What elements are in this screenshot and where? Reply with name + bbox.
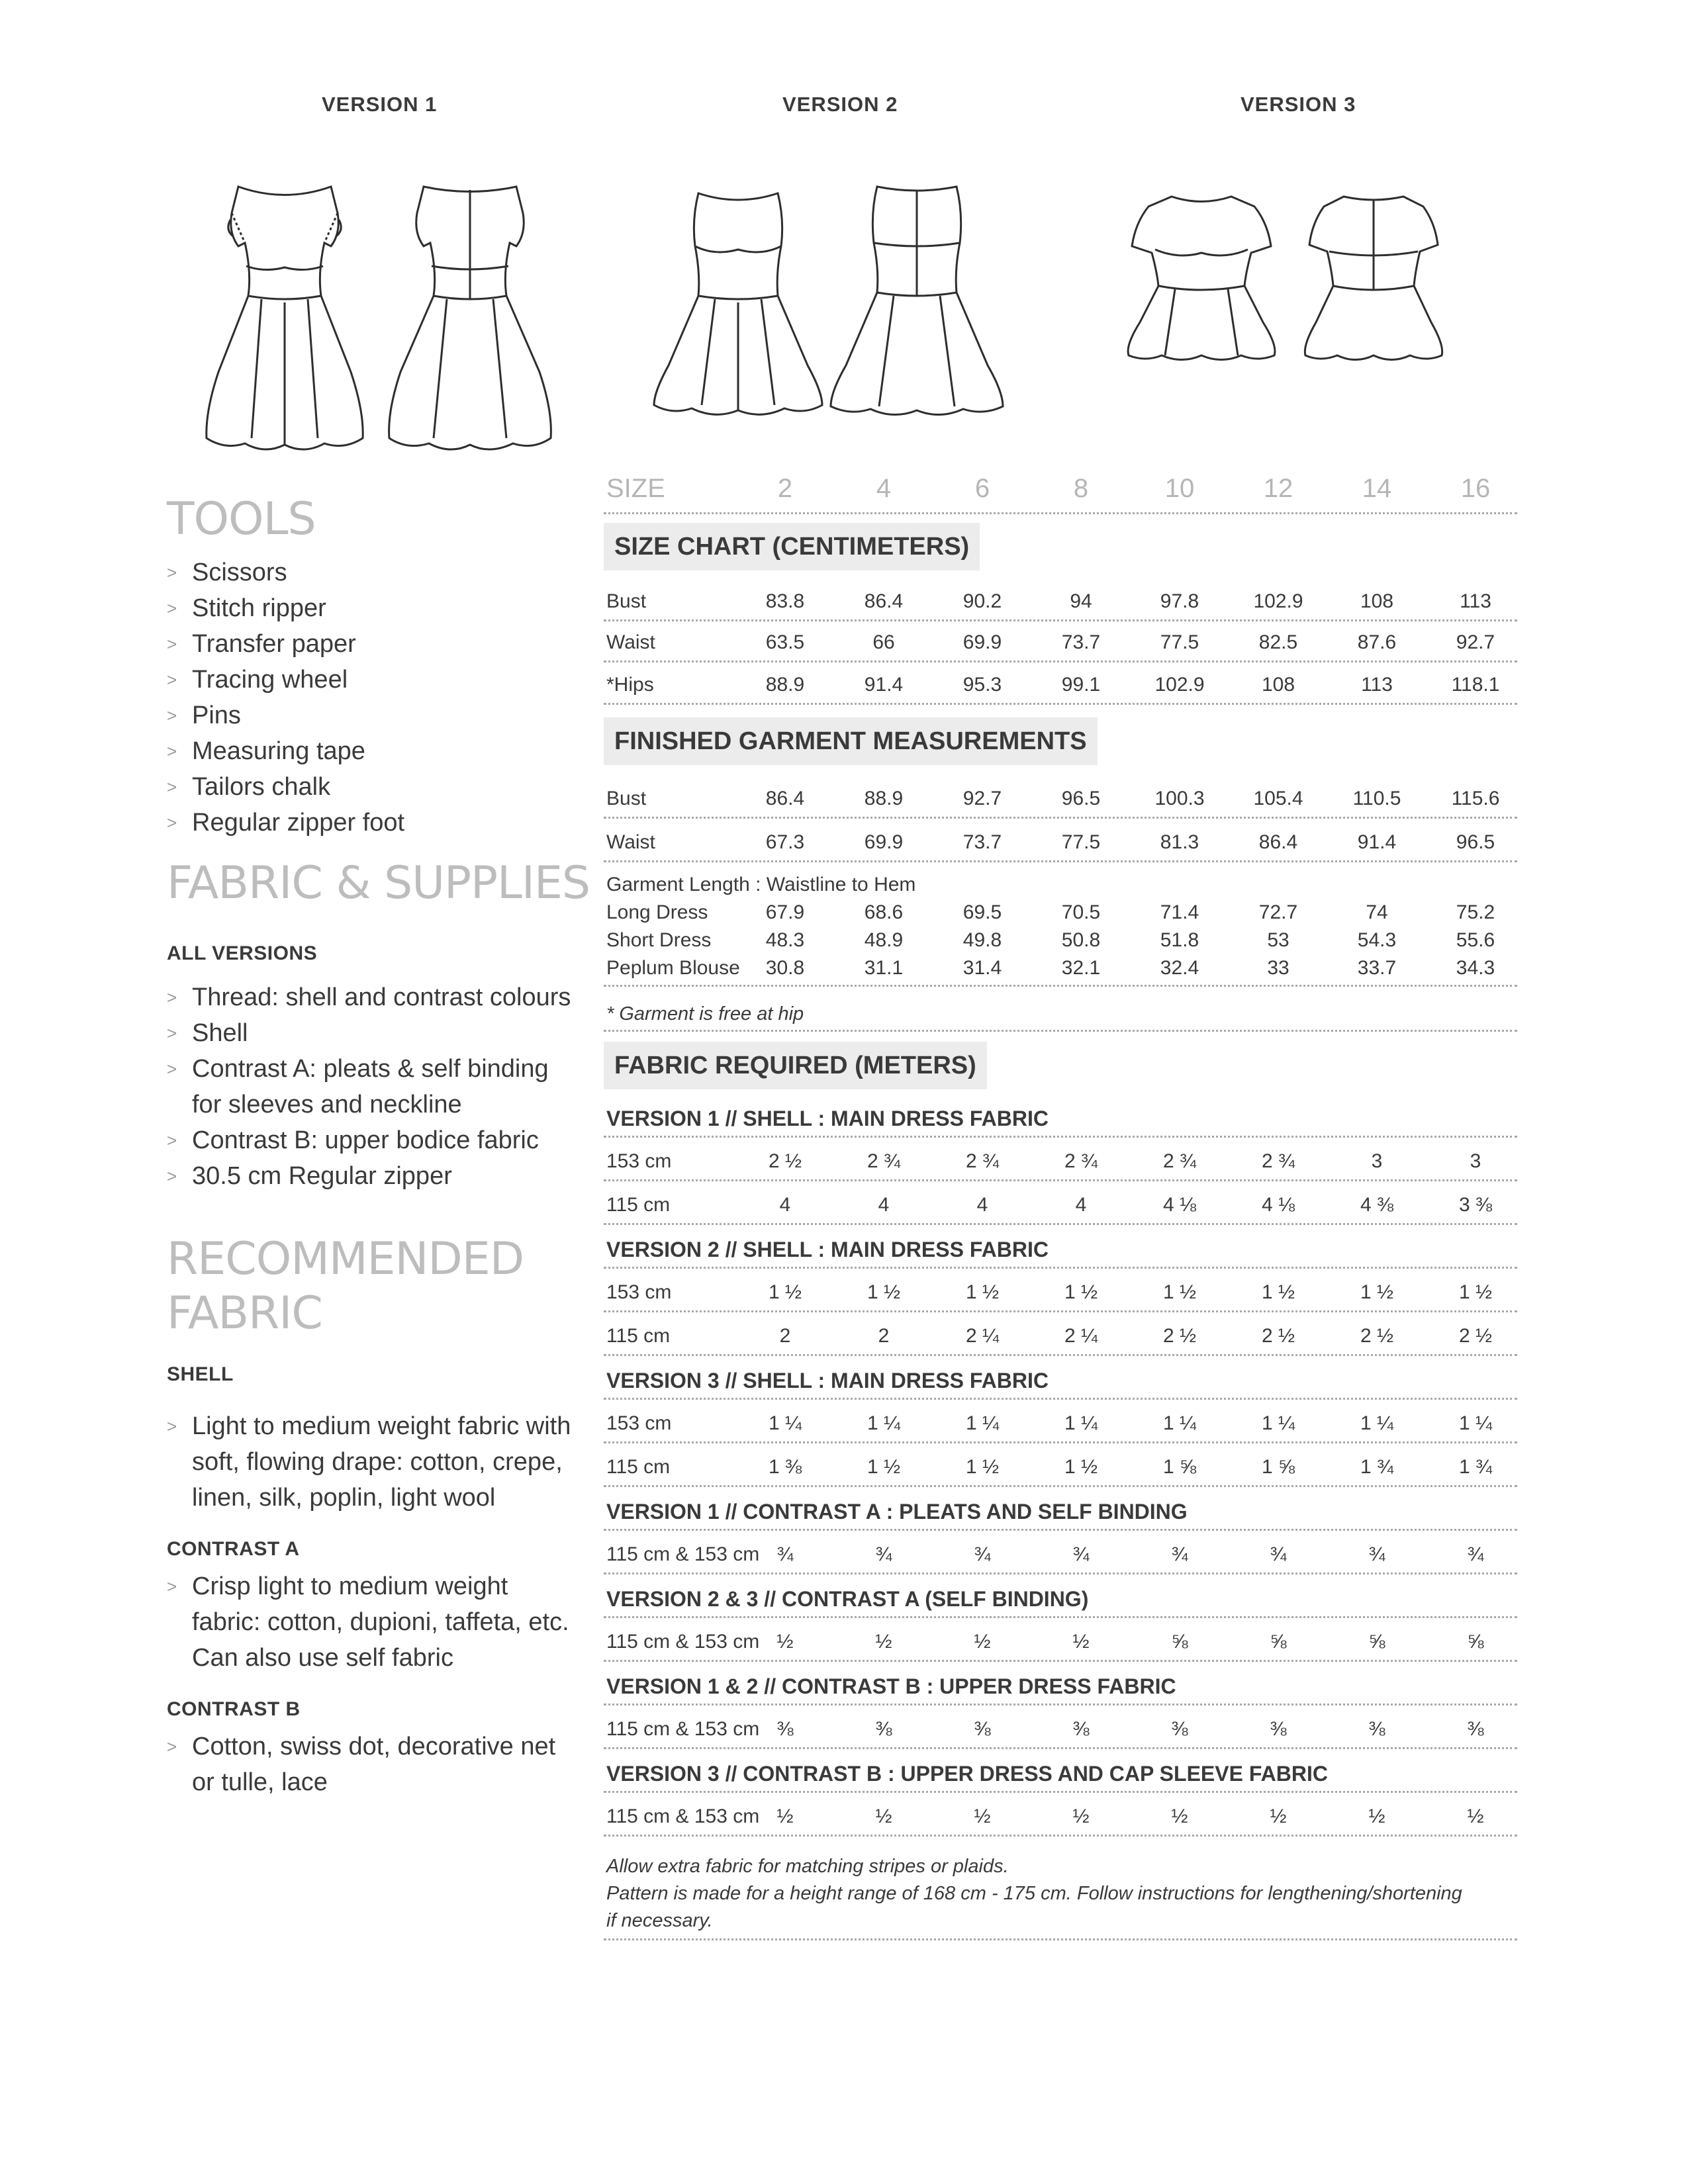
fabric-group-title: VERSION 3 // SHELL : MAIN DRESS FABRIC <box>606 1369 1049 1392</box>
finished-row-label: Bust <box>606 788 647 809</box>
fabric-row-cell: 1 ½ <box>768 1281 802 1303</box>
fabric-row-cell: 3 <box>1470 1150 1481 1172</box>
fabric-row-label: 115 cm & 153 cm <box>606 1631 760 1653</box>
dotted-divider <box>604 703 1517 705</box>
garment-length-row-cell: 49.8 <box>962 929 1002 951</box>
finished-row-cell: 105.4 <box>1253 788 1303 809</box>
fabric-row-cell: 2 ¾ <box>1162 1150 1197 1172</box>
garment-length-row-cell: 32.4 <box>1160 957 1199 979</box>
fabric-row-cell: 1 ½ <box>965 1281 1000 1303</box>
fabric-row-cell: ⅝ <box>1270 1631 1287 1653</box>
list-item: > Tracing wheel <box>167 662 404 698</box>
garment-length-row-cell: 51.8 <box>1160 929 1199 951</box>
fabric-row-cell: 1 ¼ <box>1064 1412 1098 1434</box>
dotted-divider <box>604 1179 1517 1181</box>
fabric-row-cell: 2 ½ <box>1162 1325 1197 1347</box>
dotted-divider <box>604 1572 1517 1574</box>
fabric-note: Allow extra fabric for matching stripes or plaids. <box>606 1856 1009 1877</box>
fabric-row-cell: 1 ⅝ <box>1162 1456 1197 1478</box>
fabric-row-cell: 1 ¼ <box>768 1412 802 1434</box>
tools-list <box>167 555 404 841</box>
dotted-divider <box>604 1136 1517 1138</box>
finished-row-cell: 110.5 <box>1352 788 1401 809</box>
fabric-row-cell: 3 ⅜ <box>1458 1194 1493 1216</box>
dotted-divider <box>604 985 1517 987</box>
list-item: > Stitch ripper <box>167 590 404 626</box>
recommended-heading-line-2: FABRIC <box>167 1287 322 1340</box>
version-1-label: VERSION 1 <box>322 93 438 116</box>
fabric-row-cell: 2 ½ <box>1360 1325 1394 1347</box>
contrast-b-list <box>167 1729 555 1800</box>
fabric-row-cell: 4 <box>976 1194 988 1216</box>
fabric-group-title: VERSION 2 & 3 // CONTRAST A (SELF BINDING) <box>606 1587 1089 1611</box>
garment-length-row-cell: 31.1 <box>864 957 904 979</box>
fabric-row-cell: 4 <box>779 1194 791 1216</box>
fabric-row-cell: 2 ½ <box>1458 1325 1493 1347</box>
list-item: > Scissors <box>167 555 404 590</box>
dotted-divider <box>604 1267 1517 1269</box>
tools-heading: TOOLS <box>167 493 316 545</box>
fabric-row-cell: ½ <box>1270 1805 1287 1827</box>
finished-measurements-title: FINISHED GARMENT MEASUREMENTS <box>604 717 1098 765</box>
size-header-cell: 10 <box>1164 474 1195 503</box>
dotted-divider <box>604 860 1517 862</box>
finished-row-cell: 86.4 <box>765 788 805 809</box>
list-item-continued: for sleeves and neckline <box>192 1091 462 1118</box>
garment-length-label: Garment Length : Waistline to Hem <box>606 874 916 895</box>
size-header-cell: 12 <box>1263 474 1293 503</box>
list-item: > Light to medium weight fabric with <box>167 1408 571 1444</box>
size-header-cell: 14 <box>1362 474 1392 503</box>
list-item: > Contrast A: pleats & self binding <box>167 1051 571 1087</box>
size-chart-row-cell: 92.7 <box>1456 631 1495 653</box>
list-item-continued: fabric: cotton, dupioni, taffeta, etc. <box>192 1608 569 1636</box>
garment-length-row-cell: 72.7 <box>1258 901 1298 923</box>
fabric-row-cell: 2 ¾ <box>1064 1150 1098 1172</box>
fabric-row-cell: 1 ½ <box>867 1281 901 1303</box>
fabric-row-cell: 1 ¼ <box>1162 1412 1197 1434</box>
garment-length-row-cell: 31.4 <box>962 957 1002 979</box>
list-item: > Thread: shell and contrast colours <box>167 979 571 1015</box>
dotted-divider <box>604 660 1517 662</box>
fabric-row-cell: 2 ½ <box>1261 1325 1295 1347</box>
fabric-row-label: 115 cm <box>606 1456 671 1478</box>
size-chart-row-cell: 97.8 <box>1160 590 1199 612</box>
size-header-cell: 8 <box>1073 474 1089 503</box>
contrast-b-label: CONTRAST B <box>167 1698 301 1720</box>
fabric-row-cell: 2 ¾ <box>1261 1150 1295 1172</box>
dotted-divider <box>604 1398 1517 1400</box>
fabric-row-cell: 1 ½ <box>1458 1281 1493 1303</box>
fabric-row-cell: ½ <box>1171 1805 1188 1827</box>
size-chart-row-label: Waist <box>606 631 655 653</box>
fabric-row-cell: ½ <box>776 1805 794 1827</box>
fabric-row-label: 153 cm <box>606 1412 672 1434</box>
fabric-row-cell: 1 ¼ <box>1360 1412 1394 1434</box>
dotted-divider <box>604 619 1517 621</box>
dotted-divider <box>604 1704 1517 1706</box>
garment-length-row-cell: 74 <box>1366 901 1388 923</box>
finished-row-label: Waist <box>606 831 655 853</box>
size-chart-row-cell: 94 <box>1070 590 1092 612</box>
size-chart-row-cell: 113 <box>1460 590 1491 612</box>
list-item: > Pins <box>167 698 404 733</box>
fabric-row-cell: 2 ¼ <box>1064 1325 1098 1347</box>
fabric-row-cell: ⅝ <box>1368 1631 1385 1653</box>
version-3-label: VERSION 3 <box>1241 93 1356 116</box>
size-chart-row-cell: 95.3 <box>962 674 1002 696</box>
finished-row-cell: 77.5 <box>1061 831 1101 853</box>
size-chart-row-cell: 82.5 <box>1258 631 1298 653</box>
garment-length-row-cell: 34.3 <box>1456 957 1495 979</box>
fabric-row-cell: 1 ¼ <box>965 1412 1000 1434</box>
dotted-divider <box>604 1616 1517 1618</box>
fabric-row-cell: 1 ½ <box>1064 1456 1098 1478</box>
dotted-divider <box>604 1485 1517 1487</box>
size-chart-row-cell: 66 <box>872 631 895 653</box>
garment-length-row-label: Short Dress <box>606 929 712 951</box>
fabric-row-cell: 1 ¼ <box>1261 1412 1295 1434</box>
size-header-label: SIZE <box>606 474 665 503</box>
list-item: > 30.5 cm Regular zipper <box>167 1158 571 1194</box>
size-chart-row-cell: 63.5 <box>765 631 805 653</box>
garment-length-row-cell: 68.6 <box>864 901 904 923</box>
garment-note: * Garment is free at hip <box>606 1003 804 1024</box>
garment-length-row-cell: 69.5 <box>962 901 1002 923</box>
fabric-row-label: 115 cm <box>606 1194 671 1216</box>
fabric-row-cell: ¾ <box>1368 1543 1385 1565</box>
list-item-continued: Can also use self fabric <box>192 1644 453 1672</box>
garment-length-row-cell: 67.9 <box>765 901 805 923</box>
fabric-row-cell: 1 ½ <box>1360 1281 1394 1303</box>
fabric-row-cell: 2 ¼ <box>965 1325 1000 1347</box>
fabric-row-cell: ⅜ <box>1467 1718 1484 1740</box>
fabric-row-cell: 1 ½ <box>867 1456 901 1478</box>
fabric-supplies-heading: FABRIC & SUPPLIES <box>167 857 590 909</box>
dotted-divider <box>604 1529 1517 1531</box>
dotted-divider <box>604 1354 1517 1356</box>
dotted-divider <box>604 1835 1517 1837</box>
fabric-note: Pattern is made for a height range of 168 cm - 175 cm. Follow instructions for lengthening/shortening <box>606 1883 1462 1904</box>
version-1-back-sketch <box>377 173 563 465</box>
garment-length-row-cell: 33 <box>1267 957 1289 979</box>
fabric-row-cell: ⅜ <box>776 1718 794 1740</box>
fabric-row-cell: 4 <box>1075 1194 1087 1216</box>
finished-row-cell: 73.7 <box>962 831 1002 853</box>
list-item: > Measuring tape <box>167 733 404 769</box>
fabric-row-cell: ½ <box>974 1631 991 1653</box>
garment-length-row-cell: 48.9 <box>864 929 904 951</box>
fabric-row-label: 115 cm & 153 cm <box>606 1718 760 1740</box>
fabric-row-cell: 1 ½ <box>965 1456 1000 1478</box>
fabric-group-title: VERSION 1 // CONTRAST A : PLEATS AND SELF BINDING <box>606 1500 1188 1524</box>
garment-length-row-cell: 55.6 <box>1456 929 1495 951</box>
dotted-divider <box>604 1747 1517 1749</box>
dotted-divider <box>604 1791 1517 1793</box>
garment-length-row-cell: 70.5 <box>1061 901 1101 923</box>
finished-row-cell: 92.7 <box>962 788 1002 809</box>
list-item-continued: or tulle, lace <box>192 1768 328 1796</box>
size-chart-row-cell: 77.5 <box>1160 631 1199 653</box>
supplies-list <box>167 979 571 1194</box>
fabric-row-cell: ¾ <box>875 1543 892 1565</box>
list-item-continued: linen, silk, poplin, light wool <box>192 1484 496 1512</box>
fabric-row-label: 153 cm <box>606 1281 672 1303</box>
garment-length-row-label: Peplum Blouse <box>606 957 740 979</box>
size-chart-row-cell: 91.4 <box>864 674 904 696</box>
fabric-row-cell: ⅜ <box>1270 1718 1287 1740</box>
fabric-row-cell: ⅝ <box>1171 1631 1188 1653</box>
fabric-row-cell: ¾ <box>1467 1543 1484 1565</box>
garment-length-row-cell: 75.2 <box>1456 901 1495 923</box>
dotted-divider <box>604 512 1517 514</box>
dotted-divider <box>604 1223 1517 1225</box>
fabric-row-label: 115 cm & 153 cm <box>606 1543 760 1565</box>
contrast-a-list <box>167 1569 569 1676</box>
garment-length-row-cell: 50.8 <box>1061 929 1101 951</box>
size-chart-title: SIZE CHART (CENTIMETERS) <box>604 523 980 570</box>
dotted-divider <box>604 1310 1517 1312</box>
size-chart-row-cell: 118.1 <box>1451 674 1500 696</box>
fabric-row-label: 153 cm <box>606 1150 672 1172</box>
fabric-row-cell: ⅜ <box>974 1718 991 1740</box>
fabric-row-cell: 1 ¼ <box>867 1412 901 1434</box>
fabric-required-title: FABRIC REQUIRED (METERS) <box>604 1042 987 1089</box>
size-chart-row-cell: 99.1 <box>1061 674 1101 696</box>
fabric-row-cell: 2 <box>779 1325 791 1347</box>
version-2-back-sketch <box>821 173 1013 425</box>
fabric-row-cell: ⅜ <box>1368 1718 1385 1740</box>
garment-length-row-cell: 53 <box>1267 929 1289 951</box>
contrast-a-label: CONTRAST A <box>167 1538 300 1560</box>
finished-row-cell: 115.6 <box>1451 788 1500 809</box>
fabric-row-cell: ⅜ <box>1072 1718 1090 1740</box>
size-chart-row-cell: 113 <box>1361 674 1393 696</box>
finished-row-cell: 81.3 <box>1160 831 1199 853</box>
size-header-cell: 4 <box>876 474 892 503</box>
list-item: > Shell <box>167 1015 571 1051</box>
fabric-row-cell: ½ <box>1467 1805 1484 1827</box>
size-chart-row-cell: 87.6 <box>1357 631 1397 653</box>
recommended-heading-line-1: RECOMMENDED <box>167 1233 524 1285</box>
size-chart-row-cell: 102.9 <box>1154 674 1205 696</box>
fabric-group-title: VERSION 3 // CONTRAST B : UPPER DRESS AND CAP SLEEVE FABRIC <box>606 1762 1328 1786</box>
fabric-group-title: VERSION 1 // SHELL : MAIN DRESS FABRIC <box>606 1107 1049 1130</box>
finished-row-cell: 67.3 <box>765 831 805 853</box>
finished-row-cell: 86.4 <box>1258 831 1298 853</box>
fabric-row-cell: 4 ⅛ <box>1261 1194 1295 1216</box>
garment-length-row-cell: 71.4 <box>1160 901 1199 923</box>
version-2-front-sketch <box>649 180 827 425</box>
fabric-row-cell: ⅜ <box>1171 1718 1188 1740</box>
dotted-divider <box>604 1030 1517 1032</box>
size-chart-row-cell: 102.9 <box>1253 590 1303 612</box>
size-chart-row-cell: 88.9 <box>765 674 805 696</box>
fabric-row-cell: 1 ¼ <box>1458 1412 1493 1434</box>
fabric-row-cell: 1 ½ <box>1162 1281 1197 1303</box>
size-header-cell: 16 <box>1460 474 1491 503</box>
finished-row-cell: 88.9 <box>864 788 904 809</box>
size-chart-row-cell: 108 <box>1261 674 1295 696</box>
version-1-front-sketch <box>199 173 371 465</box>
fabric-row-cell: ¾ <box>1270 1543 1287 1565</box>
shell-label: SHELL <box>167 1363 234 1385</box>
version-3-back-sketch <box>1297 187 1450 365</box>
fabric-row-cell: 1 ⅜ <box>768 1456 802 1478</box>
fabric-row-cell: ½ <box>1072 1805 1090 1827</box>
fabric-row-cell: ½ <box>875 1805 892 1827</box>
fabric-row-cell: ½ <box>1368 1805 1385 1827</box>
fabric-group-title: VERSION 1 & 2 // CONTRAST B : UPPER DRESS FABRIC <box>606 1674 1176 1698</box>
fabric-row-cell: ½ <box>1072 1631 1090 1653</box>
fabric-row-cell: 1 ¾ <box>1360 1456 1394 1478</box>
dotted-divider <box>604 1441 1517 1443</box>
size-header-cell: 2 <box>777 474 793 503</box>
finished-row-cell: 96.5 <box>1456 831 1495 853</box>
fabric-row-cell: ½ <box>875 1631 892 1653</box>
dotted-divider <box>604 1938 1517 1940</box>
finished-row-cell: 91.4 <box>1357 831 1397 853</box>
fabric-row-label: 115 cm & 153 cm <box>606 1805 760 1827</box>
fabric-row-cell: 4 ⅜ <box>1360 1194 1394 1216</box>
list-item: > Regular zipper foot <box>167 805 404 841</box>
fabric-row-cell: 1 ¾ <box>1458 1456 1493 1478</box>
garment-length-row-cell: 32.1 <box>1061 957 1101 979</box>
finished-row-cell: 69.9 <box>864 831 904 853</box>
size-chart-row-cell: 73.7 <box>1061 631 1101 653</box>
list-item: > Contrast B: upper bodice fabric <box>167 1122 571 1158</box>
list-item-continued: soft, flowing drape: cotton, crepe, <box>192 1448 563 1476</box>
fabric-group-title: VERSION 2 // SHELL : MAIN DRESS FABRIC <box>606 1238 1049 1261</box>
fabric-row-cell: ¾ <box>1171 1543 1188 1565</box>
recommended-fabric-heading <box>167 1232 524 1341</box>
fabric-row-cell: 1 ⅝ <box>1261 1456 1295 1478</box>
fabric-row-cell: 2 <box>878 1325 890 1347</box>
list-item: > Crisp light to medium weight <box>167 1569 569 1604</box>
list-item: > Tailors chalk <box>167 769 404 805</box>
garment-length-row-label: Long Dress <box>606 901 708 923</box>
fabric-row-cell: 1 ½ <box>1064 1281 1098 1303</box>
fabric-note: if necessary. <box>606 1910 713 1931</box>
garment-length-row-cell: 54.3 <box>1357 929 1397 951</box>
fabric-row-cell: 2 ¾ <box>965 1150 1000 1172</box>
version-3-front-sketch <box>1119 187 1284 365</box>
size-chart-row-cell: 90.2 <box>962 590 1002 612</box>
version-2-label: VERSION 2 <box>782 93 898 116</box>
finished-row-cell: 100.3 <box>1154 788 1205 809</box>
finished-row-cell: 96.5 <box>1061 788 1101 809</box>
all-versions-label: ALL VERSIONS <box>167 942 318 964</box>
dotted-divider <box>604 1660 1517 1662</box>
fabric-row-cell: 4 <box>878 1194 890 1216</box>
shell-list <box>167 1408 571 1516</box>
garment-length-row-cell: 33.7 <box>1357 957 1397 979</box>
fabric-row-cell: 3 <box>1371 1150 1383 1172</box>
fabric-row-label: 115 cm <box>606 1325 671 1347</box>
list-item: > Cotton, swiss dot, decorative net <box>167 1729 555 1764</box>
size-chart-row-cell: 69.9 <box>962 631 1002 653</box>
fabric-row-cell: ⅝ <box>1467 1631 1484 1653</box>
fabric-row-cell: 1 ½ <box>1261 1281 1295 1303</box>
fabric-row-cell: ¾ <box>1072 1543 1090 1565</box>
fabric-row-cell: 2 ¾ <box>867 1150 901 1172</box>
size-chart-row-label: Bust <box>606 590 647 612</box>
fabric-row-cell: ¾ <box>974 1543 991 1565</box>
fabric-row-cell: 2 ½ <box>768 1150 802 1172</box>
list-item: > Transfer paper <box>167 626 404 662</box>
garment-length-row-cell: 30.8 <box>765 957 805 979</box>
dotted-divider <box>604 817 1517 819</box>
garment-length-row-cell: 48.3 <box>765 929 805 951</box>
size-chart-row-cell: 83.8 <box>765 590 805 612</box>
size-header-cell: 6 <box>974 474 990 503</box>
fabric-row-cell: ½ <box>776 1631 794 1653</box>
size-chart-row-cell: 86.4 <box>864 590 904 612</box>
size-chart-row-label: *Hips <box>606 674 654 696</box>
fabric-row-cell: ⅜ <box>875 1718 892 1740</box>
fabric-row-cell: ½ <box>974 1805 991 1827</box>
fabric-row-cell: ¾ <box>776 1543 794 1565</box>
size-chart-row-cell: 108 <box>1360 590 1394 612</box>
fabric-row-cell: 4 ⅛ <box>1162 1194 1197 1216</box>
